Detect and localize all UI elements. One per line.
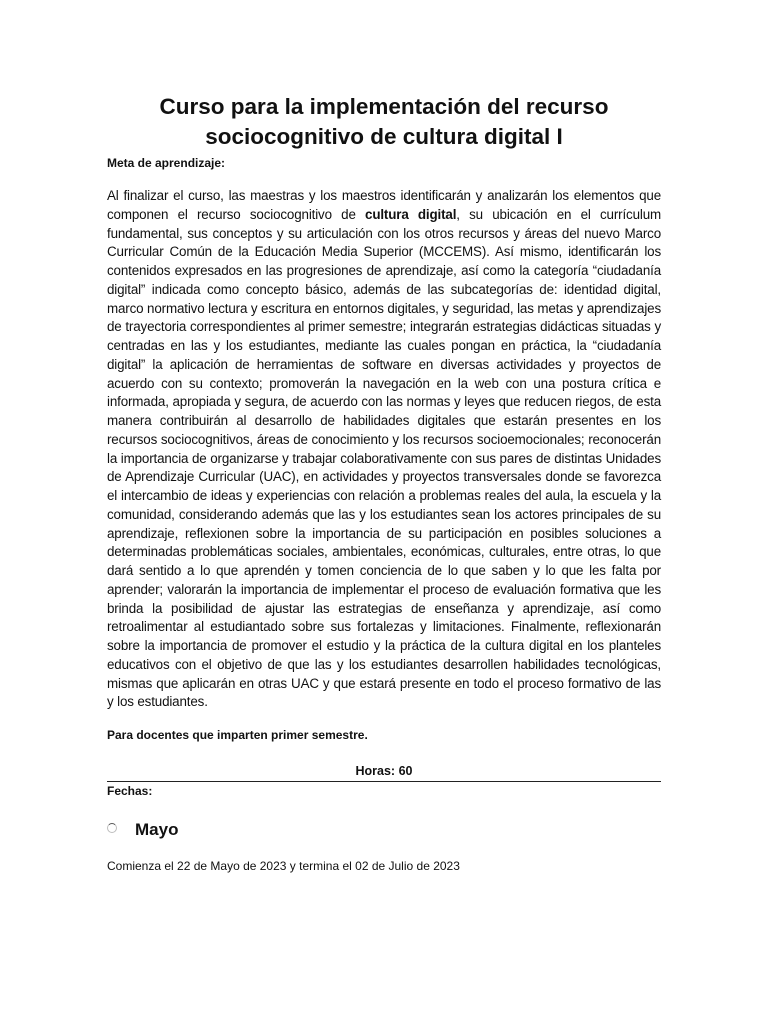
goal-text-highlight: cultura digital	[365, 206, 457, 222]
course-document	[107, 92, 661, 873]
loading-spinner-icon	[107, 823, 117, 833]
audience-note: Para docentes que imparten primer semestre.	[107, 728, 368, 742]
learning-goal-text	[107, 187, 661, 712]
dates-label: Fechas:	[107, 784, 153, 798]
session-month-row[interactable]	[107, 820, 661, 840]
title-line-2: sociocognitivo de cultura digital I	[205, 124, 563, 149]
session-month[interactable]: Mayo	[135, 820, 179, 839]
learning-goal-label: Meta de aprendizaje:	[107, 156, 226, 170]
goal-text-rest: , su ubicación en el currículum fundamental, sus conceptos y su articulación con los otros recursos y áreas del nuevo Marco Curricular Común de la Educación Media Superior (MCCEMS). Así mismo, identificarán los contenidos expresados en las progresiones de aprendizaje, así como la categoría “ciudadanía digital” indicada como concepto básico, además de las subcategorías de: identidad digital, marco normativo lectura y escritura en entornos digitales, y seguridad, las metas y aprendizajes de trayectoria correspondientes al primer semestre; integrarán estrategias didácticas situadas y centradas en las y los estudiantes, mediante las cuales pongan en práctica, la “ciudadanía digital” la aplicación de herramientas de software en diversas actividades y proyectos de acuerdo con su contexto; promoverán la navegación en la web con una postura crítica e informada, apropiada y segura, de acuerdo con las normas y leyes que reducen riegos, de esta manera contribuirán al desarrollo de habilidades digitales que estarán presentes en los recursos sociocognitivos, áreas de conocimiento y los recursos socioemocionales; reconocerán la importancia de organizarse y trabajar colaborativamente con sus pares de distintas Unidades de Aprendizaje Curricular (UAC), en actividades y proyectos transversales donde se favorezca el intercambio de ideas y experiencias con relación a problemas reales del aula, la escuela y la comunidad, considerando además que las y los estudiantes sean los actores principales de su aprendizaje, reflexionen sobre la importancia de su participación en posibles soluciones a determinadas problemáticas sociales, ambientales, económicas, culturales, entre otras, lo que dará sentido a lo que aprendén y tomen conciencia de lo que saben y lo que les falta por aprender; valorarán la importancia de implementar el proceso de evaluación formativa que les brinda la posibilidad de ajustar las estrategias de enseñanza y aprendizaje, así como retroalimentar al estudiantado sobre sus fortalezas y limitaciones. Finalmente, reflexionarán sobre la importancia de promover el estudio y la práctica de la cultura digital en los planteles educativos con el objetivo de que las y los estudiantes desarrollen habilidades tecnológicas, mismas que aplicarán en otras UAC y que estará presente en todo el proceso formativo de las y los estudiantes.	[107, 206, 661, 710]
title-line-1: Curso para la implementación del recurso	[159, 94, 609, 119]
goal-text-start: Al finalizar el curso, las maestras y los maestros identificarán y analizarán los elementos que componen el recurso sociocognitivo de	[107, 188, 661, 222]
page-title	[107, 92, 661, 152]
session-date-range: Comienza el 22 de Mayo de 2023 y termina el 02 de Julio de 2023	[107, 859, 460, 873]
hours-label: Horas: 60	[107, 764, 661, 782]
